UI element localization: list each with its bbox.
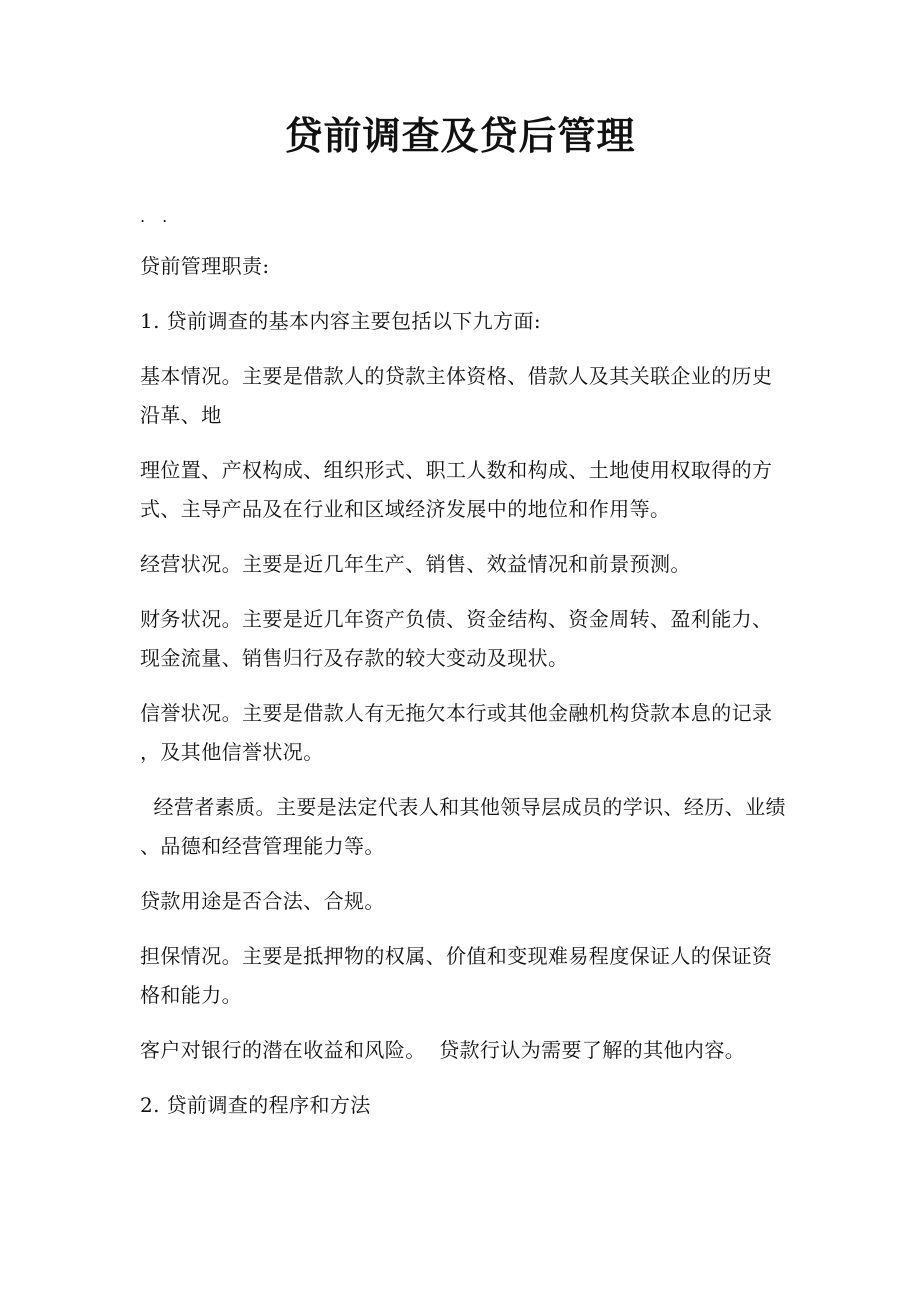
paragraph-guarantee-line1: 担保情况。主要是抵押物的权属、价值和变现难易程度保证人的保证资 (140, 944, 773, 968)
paragraph-loan-use: 贷款用途是否合法、合规。 (140, 889, 385, 913)
paragraph-guarantee-line2: 格和能力。 (140, 983, 242, 1007)
item2-heading: 2. 贷前调查的程序和方法 (140, 1093, 371, 1117)
paragraph-finance-line1: 财务状况。主要是近几年资产负债、资金结构、资金周转、盈利能力、 (140, 607, 773, 631)
paragraph-customer-value: 客户对银行的潜在收益和风险。 贷款行认为需要了解的其他内容。 (140, 1038, 746, 1062)
paragraph-manager-line2: 、品德和经营管理能力等。 (140, 834, 385, 858)
paragraph-credit-line1: 信誉状况。主要是借款人有无拖欠本行或其他金融机构贷款本息的记录 (140, 701, 773, 725)
separator-dots: . . (140, 207, 174, 226)
item1-heading: 1. 贷前调查的基本内容主要包括以下九方面: (140, 309, 541, 333)
paragraph-manager-line1: 经营者素质。主要是法定代表人和其他领导层成员的学识、经历、业绩 (140, 795, 786, 819)
paragraph-finance-line2: 现金流量、销售归行及存款的较大变动及现状。 (140, 646, 569, 670)
paragraph-basic-info-line2: 沿革、地 (140, 403, 222, 427)
paragraph-location-line2: 式、主导产品及在行业和区域经济发展中的地位和作用等。 (140, 497, 671, 521)
document-title: 贷前调查及贷后管理 (284, 113, 636, 158)
paragraph-basic-info-line1: 基本情况。主要是借款人的贷款主体资格、借款人及其关联企业的历史 (140, 364, 773, 388)
paragraph-location-line1: 理位置、产权构成、组织形式、职工人数和构成、土地使用权取得的方 (140, 458, 773, 482)
section-heading: 贷前管理职责: (140, 254, 270, 278)
paragraph-credit-line2: ，及其他信誉状况。 (140, 740, 324, 764)
paragraph-operation: 经营状况。主要是近几年生产、销售、效益情况和前景预测。 (140, 552, 691, 576)
